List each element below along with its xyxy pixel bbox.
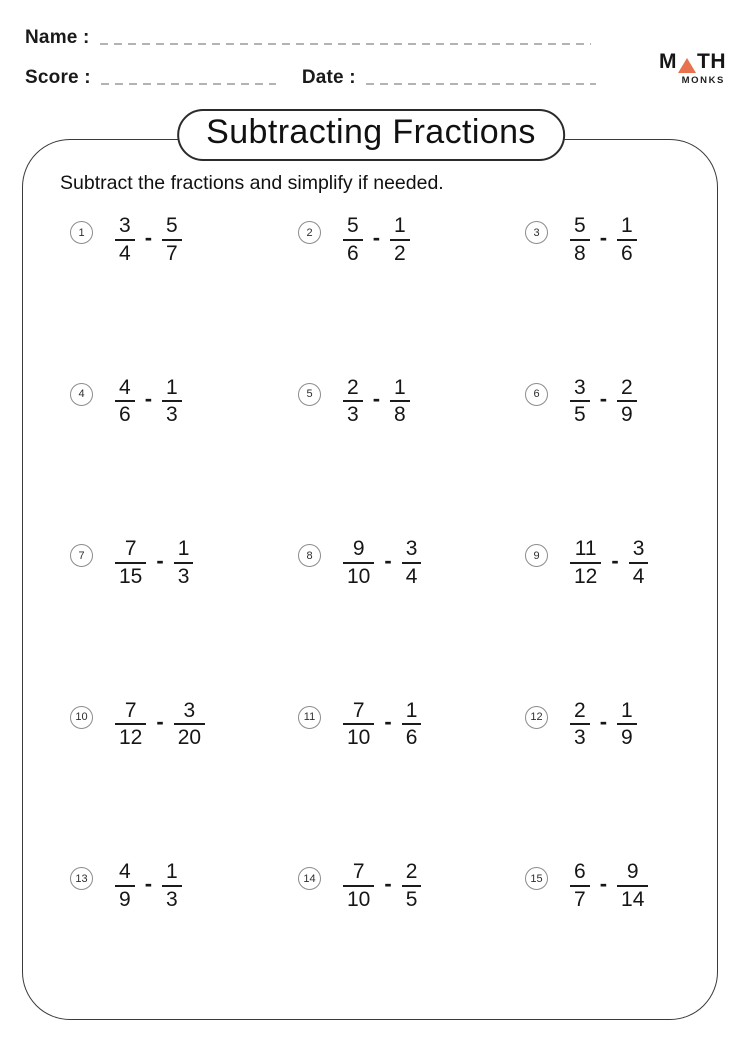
second-fraction	[617, 214, 637, 265]
first-numerator: 3	[119, 214, 131, 237]
minus-operator: -	[384, 870, 392, 896]
fraction-bar	[115, 723, 146, 725]
minus-operator: -	[599, 709, 608, 735]
date-label: Date :	[301, 67, 356, 88]
second-fraction	[162, 860, 182, 911]
second-denominator: 6	[621, 241, 633, 265]
minus-operator: -	[599, 386, 608, 412]
fraction-bar	[174, 562, 194, 564]
second-numerator: 1	[621, 214, 633, 237]
second-fraction	[390, 376, 410, 427]
first-denominator: 15	[119, 564, 143, 588]
fraction-bar	[570, 400, 590, 402]
fraction-expression	[343, 860, 421, 911]
fraction-expression	[343, 376, 410, 427]
first-fraction	[343, 537, 374, 588]
date-input-line[interactable]	[366, 83, 596, 85]
problem-item	[525, 200, 698, 362]
problem-number: 5	[306, 388, 313, 400]
fraction-bar	[343, 723, 374, 725]
first-fraction	[570, 376, 590, 427]
fraction-bar	[617, 885, 648, 887]
problem-number: 11	[303, 711, 316, 723]
problem-number-badge	[525, 383, 548, 406]
fraction-bar	[115, 400, 135, 402]
first-fraction	[115, 537, 146, 588]
fraction-bar	[115, 239, 135, 241]
first-numerator: 7	[124, 698, 137, 722]
first-fraction	[343, 860, 374, 911]
first-fraction	[570, 860, 590, 911]
minus-operator: -	[599, 224, 608, 250]
fraction-bar	[162, 885, 182, 887]
problem-item	[525, 685, 698, 847]
problem-number-badge	[70, 544, 93, 567]
minus-operator: -	[156, 547, 164, 573]
second-denominator: 3	[166, 887, 178, 911]
fraction-expression	[115, 214, 182, 265]
minus-operator: -	[599, 870, 608, 896]
first-fraction	[570, 699, 590, 750]
first-numerator: 6	[574, 860, 586, 883]
worksheet-title: Subtracting Fractions	[177, 109, 565, 161]
name-field-row	[25, 27, 591, 49]
fraction-expression	[570, 537, 648, 588]
second-fraction	[617, 860, 648, 911]
fraction-expression	[115, 860, 182, 911]
first-fraction	[343, 214, 363, 265]
score-date-field-row	[25, 67, 596, 89]
first-numerator: 11	[574, 537, 597, 560]
problem-item	[525, 846, 698, 1008]
problem-item	[70, 362, 298, 524]
first-denominator: 6	[347, 241, 359, 265]
problem-number: 13	[75, 872, 88, 885]
second-denominator: 4	[632, 564, 645, 588]
fraction-bar	[343, 885, 374, 887]
second-denominator: 9	[621, 726, 633, 750]
second-fraction	[174, 537, 194, 588]
second-numerator: 3	[632, 537, 645, 560]
second-denominator: 8	[394, 403, 406, 427]
second-numerator: 5	[166, 214, 178, 237]
first-denominator: 12	[119, 726, 143, 750]
first-numerator: 4	[119, 860, 131, 883]
problem-number-badge	[525, 221, 548, 244]
fraction-bar	[570, 239, 590, 241]
problem-number-badge	[525, 867, 548, 890]
fraction-bar	[570, 885, 590, 887]
problem-number-badge	[70, 221, 93, 244]
second-fraction	[402, 860, 422, 911]
minus-operator: -	[384, 547, 392, 573]
problems-grid	[70, 200, 698, 1008]
first-numerator: 9	[352, 537, 365, 560]
fraction-bar	[343, 562, 374, 564]
fraction-bar	[617, 400, 637, 402]
name-input-line[interactable]	[100, 43, 591, 45]
first-fraction	[570, 214, 590, 265]
problem-item	[298, 685, 525, 847]
second-numerator: 1	[166, 375, 178, 399]
minus-operator: -	[372, 386, 381, 412]
logo-text-th: TH	[697, 50, 726, 73]
first-denominator: 8	[574, 241, 586, 265]
problem-number-badge	[70, 706, 93, 729]
second-numerator: 3	[183, 698, 196, 722]
first-numerator: 7	[124, 537, 137, 560]
problem-number-badge	[70, 383, 93, 406]
second-fraction	[162, 376, 182, 427]
first-denominator: 10	[347, 726, 371, 750]
first-numerator: 7	[352, 860, 365, 883]
second-denominator: 7	[166, 241, 178, 265]
second-numerator: 9	[626, 860, 639, 883]
problem-item	[298, 846, 525, 1008]
second-numerator: 1	[394, 214, 406, 237]
first-fraction	[115, 860, 135, 911]
fraction-bar	[115, 885, 135, 887]
first-denominator: 12	[574, 564, 598, 588]
second-denominator: 20	[177, 726, 202, 750]
first-denominator: 7	[574, 887, 586, 911]
second-fraction	[617, 376, 637, 427]
fraction-expression	[343, 214, 410, 265]
problem-item	[70, 846, 298, 1008]
second-denominator: 9	[621, 403, 633, 427]
first-fraction	[343, 699, 374, 750]
problem-number: 1	[78, 226, 85, 239]
fraction-bar	[617, 239, 637, 241]
second-fraction	[162, 214, 182, 265]
fraction-bar	[570, 723, 590, 725]
problem-number: 6	[533, 388, 540, 400]
second-denominator: 14	[621, 887, 645, 911]
fraction-expression	[570, 214, 637, 265]
instruction-text: Subtract the fractions and simplify if needed.	[60, 172, 444, 194]
second-numerator: 1	[621, 698, 633, 722]
first-denominator: 9	[119, 887, 131, 911]
first-numerator: 2	[574, 698, 586, 722]
problem-number: 10	[75, 711, 88, 723]
first-fraction	[570, 537, 601, 588]
problem-number: 3	[533, 226, 540, 239]
fraction-expression	[570, 699, 637, 750]
fraction-bar	[162, 239, 182, 241]
first-denominator: 10	[347, 564, 371, 588]
first-denominator: 3	[574, 726, 586, 750]
problem-number: 8	[306, 549, 313, 562]
first-fraction	[115, 699, 146, 750]
first-numerator: 2	[347, 375, 359, 399]
fraction-bar	[343, 400, 363, 402]
problem-number-badge	[298, 544, 321, 567]
fraction-bar	[402, 885, 422, 887]
second-numerator: 1	[177, 537, 190, 560]
logo-triangle-icon	[678, 58, 696, 73]
problem-item	[525, 362, 698, 524]
second-denominator: 5	[405, 887, 418, 911]
fraction-bar	[617, 723, 637, 725]
problem-number-badge	[70, 867, 93, 890]
second-numerator: 1	[405, 698, 418, 722]
fraction-expression	[343, 699, 421, 750]
first-numerator: 5	[347, 214, 359, 237]
second-fraction	[629, 537, 649, 588]
problem-item	[298, 523, 525, 685]
fraction-bar	[174, 723, 205, 725]
first-fraction	[343, 376, 363, 427]
problem-number: 2	[306, 226, 313, 239]
fraction-expression	[343, 537, 421, 588]
second-fraction	[402, 537, 422, 588]
logo-subtitle: MONKS	[681, 75, 725, 86]
minus-operator: -	[144, 870, 153, 896]
minus-operator: -	[372, 224, 381, 250]
minus-operator: -	[144, 224, 153, 250]
problem-number: 14	[303, 872, 316, 885]
fraction-bar	[390, 400, 410, 402]
second-fraction	[617, 699, 637, 750]
fraction-bar	[629, 562, 649, 564]
fraction-expression	[115, 537, 193, 588]
logo-text-m: M	[659, 50, 677, 73]
second-numerator: 3	[405, 537, 418, 560]
fraction-expression	[570, 860, 648, 911]
minus-operator: -	[156, 709, 164, 735]
fraction-bar	[115, 562, 146, 564]
problem-number-badge	[298, 221, 321, 244]
problem-item	[70, 200, 298, 362]
second-numerator: 2	[405, 860, 418, 883]
first-numerator: 7	[352, 698, 365, 722]
problem-number: 12	[530, 711, 543, 723]
second-denominator: 2	[394, 241, 406, 265]
problem-number-badge	[298, 383, 321, 406]
problem-item	[70, 523, 298, 685]
second-fraction	[174, 699, 205, 750]
name-label: Name :	[25, 27, 90, 48]
second-denominator: 6	[405, 726, 418, 750]
second-fraction	[390, 214, 410, 265]
score-label: Score :	[25, 67, 91, 88]
problem-number-badge	[525, 544, 548, 567]
problem-number-badge	[298, 867, 321, 890]
fraction-expression	[115, 376, 182, 427]
first-denominator: 6	[119, 403, 131, 427]
first-numerator: 5	[574, 214, 586, 237]
first-fraction	[115, 214, 135, 265]
problem-number: 15	[530, 872, 543, 885]
fraction-bar	[402, 562, 422, 564]
fraction-expression	[115, 699, 205, 750]
problem-item	[525, 523, 698, 685]
problem-item	[298, 200, 525, 362]
first-fraction	[115, 376, 135, 427]
problem-number: 7	[78, 549, 85, 562]
minus-operator: -	[144, 386, 153, 412]
second-denominator: 3	[166, 403, 178, 427]
second-fraction	[402, 699, 422, 750]
first-denominator: 5	[574, 403, 586, 427]
fraction-expression	[570, 376, 637, 427]
fraction-bar	[570, 562, 601, 564]
problem-item	[70, 685, 298, 847]
first-denominator: 4	[119, 241, 131, 265]
fraction-bar	[162, 400, 182, 402]
first-denominator: 10	[347, 887, 371, 911]
minus-operator: -	[611, 547, 619, 573]
problem-number: 4	[78, 388, 85, 400]
first-denominator: 3	[347, 403, 359, 427]
problem-number-badge	[298, 706, 321, 729]
logo-wordmark	[659, 50, 726, 74]
math-monks-logo	[659, 50, 726, 86]
score-input-line[interactable]	[101, 83, 276, 85]
fraction-bar	[390, 239, 410, 241]
fraction-bar	[343, 239, 363, 241]
problem-number-badge	[525, 706, 548, 729]
minus-operator: -	[384, 709, 392, 735]
first-numerator: 3	[574, 375, 586, 399]
second-denominator: 4	[405, 564, 418, 588]
first-numerator: 4	[119, 375, 131, 399]
problem-item	[298, 362, 525, 524]
fraction-bar	[402, 723, 422, 725]
second-numerator: 1	[394, 375, 406, 399]
second-numerator: 2	[621, 375, 633, 399]
second-denominator: 3	[177, 564, 190, 588]
second-numerator: 1	[166, 860, 178, 883]
problem-number: 9	[533, 549, 540, 562]
